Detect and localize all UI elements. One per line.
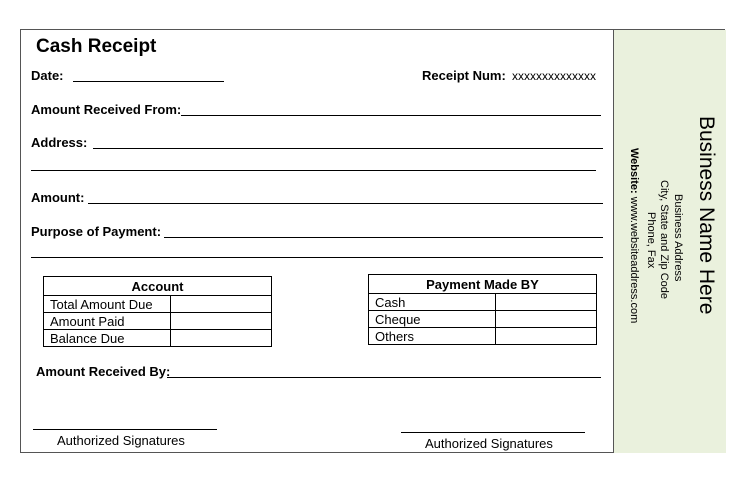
amount-received-from-label: Amount Received From: <box>31 102 182 117</box>
table-row <box>369 294 597 311</box>
purpose-line-1[interactable] <box>164 237 603 238</box>
table-row <box>369 311 597 328</box>
table-row <box>44 313 272 330</box>
account-row-label: Amount Paid <box>44 313 171 330</box>
address-label: Address: <box>31 135 88 150</box>
cash-cell[interactable] <box>496 294 597 311</box>
account-table <box>43 276 272 347</box>
website-label: Website: <box>628 148 640 194</box>
balance-due-cell[interactable] <box>171 330 272 347</box>
amount-line[interactable] <box>88 203 603 204</box>
cheque-cell[interactable] <box>496 311 597 328</box>
address-line-2[interactable] <box>31 170 596 171</box>
table-row <box>369 328 597 345</box>
table-row <box>44 330 272 347</box>
payment-table <box>368 274 597 345</box>
amount-paid-cell[interactable] <box>171 313 272 330</box>
address-line-1[interactable] <box>93 148 603 149</box>
cash-receipt-form <box>20 29 725 453</box>
total-amount-due-cell[interactable] <box>171 296 272 313</box>
amount-label: Amount: <box>31 190 85 205</box>
date-field-line[interactable] <box>73 81 224 82</box>
business-city-state-zip: City, State and Zip Code <box>658 180 670 300</box>
date-label: Date: <box>31 68 64 83</box>
payment-row-label: Cash <box>369 294 496 311</box>
page-title: Cash Receipt <box>36 36 157 57</box>
signature-line-left[interactable] <box>33 429 217 430</box>
business-address: Business Address <box>672 194 684 282</box>
business-info-panel <box>613 30 726 453</box>
account-table-header: Account <box>44 277 272 296</box>
purpose-label: Purpose of Payment: <box>31 224 162 239</box>
amount-received-by-line[interactable] <box>167 377 601 378</box>
business-website <box>628 148 640 323</box>
receipt-num-label: Receipt Num: <box>422 68 506 83</box>
amount-received-from-line[interactable] <box>181 115 601 116</box>
business-name: Business Name Here <box>695 116 718 315</box>
signature-label-right: Authorized Signatures <box>425 436 553 451</box>
signature-label-left: Authorized Signatures <box>57 433 185 448</box>
website-value: www.websiteaddress.com <box>628 193 640 324</box>
purpose-line-2[interactable] <box>31 257 603 258</box>
business-phone-fax: Phone, Fax <box>645 212 657 269</box>
table-row <box>44 296 272 313</box>
account-row-label: Total Amount Due <box>44 296 171 313</box>
receipt-num-value: xxxxxxxxxxxxxx <box>512 69 596 83</box>
payment-row-label: Others <box>369 328 496 345</box>
payment-table-header: Payment Made BY <box>369 275 597 294</box>
amount-received-by-label: Amount Received By: <box>36 364 171 379</box>
account-row-label: Balance Due <box>44 330 171 347</box>
signature-line-right[interactable] <box>401 432 585 433</box>
others-cell[interactable] <box>496 328 597 345</box>
payment-row-label: Cheque <box>369 311 496 328</box>
